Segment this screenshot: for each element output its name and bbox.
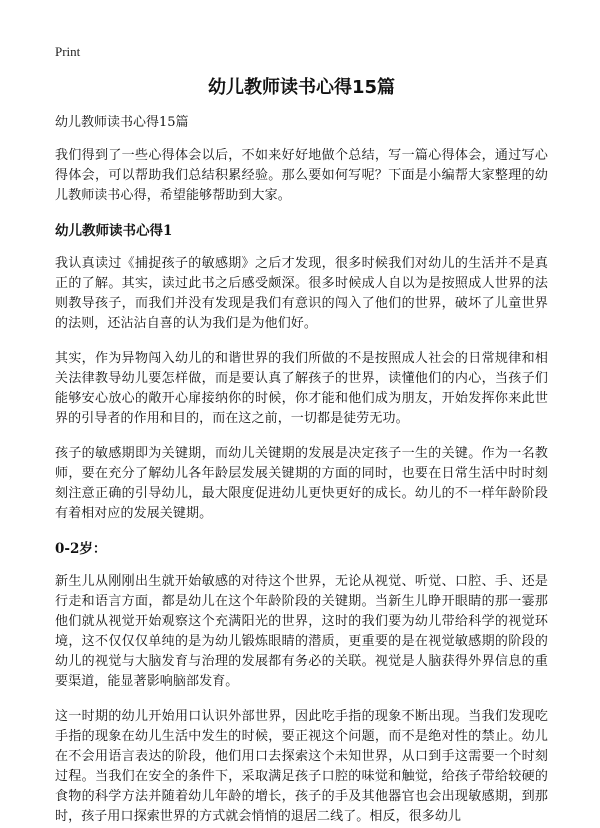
document-subtitle: 幼儿教师读书心得15篇 <box>55 115 189 130</box>
section-heading-1: 幼儿教师读书心得1 <box>55 223 173 239</box>
paragraph-2: 其实，作为异物闯入幼儿的和谐世界的我们所做的不是按照成人社会的日常规律和相关法律教导幼儿要怎样做，而是要认真了解孩子的世界，读懂他们的内心，当孩子们能够安心放心的敞开心扉接纳你的时候，你才能和他们成为朋友，开始发挥你来此世界的引导者的作用和目的，而在这之前，一切都是徒劳无功。 <box>55 351 548 426</box>
paragraph-1: 我认真读过《捕捉孩子的敏感期》之后才发现，很多时候我们对幼儿的生活并不是真正的了解。其实，读过此书之后感受颇深。很多时候成人自以为是按照成人世界的法则教导孩子，而我们并没有发现是我们有意识的闯入了他们的世界，破坏了儿童世界的法则，还沾沾自喜的认为我们是为他们好。 <box>55 256 548 331</box>
page-title: 幼儿教师读书心得15篇 <box>207 77 396 98</box>
paragraph-4: 新生儿从刚刚出生就开始敏感的对待这个世界，无论从视觉、听觉、口腔、手、还是行走和语言方面，都是幼儿在这个年龄阶段的关键期。当新生儿睁开眼睛的那一霎那他们就从视觉开始观察这个充满阳光的世界，这时的我们要为幼儿带给科学的视觉环境，这不仅仅仅单纯的是为幼儿锻炼眼睛的潜质，更重要的是在视觉敏感期的阶段的幼儿的视觉与大脑发育与治理的发展都有务必的关联。视觉是人脑获得外界信息的重要渠道，能显著影响脑部发育。 <box>55 574 548 689</box>
section-heading-2: 0-2岁： <box>55 541 107 557</box>
intro-paragraph: 我们得到了一些心得体会以后，不如来好好地做个总结，写一篇心得体会，通过写心得体会，可以帮助我们总结积累经验。那么要如何写呢？下面是小编帮大家整理的幼儿教师读书心得，希望能够帮助到大家。 <box>55 148 548 203</box>
paragraph-3: 孩子的敏感期即为关键期，而幼儿关键期的发展是决定孩子一生的关键。作为一名教师，要在充分了解幼儿各年龄层发展关键期的方面的同时，也要在日常生活中时时刻刻注意正确的引导幼儿，最大限度促进幼儿更快更好的成长。幼儿的不一样年龄阶段有着相对应的发展关键期。 <box>55 446 548 521</box>
print-label[interactable]: Print <box>55 44 81 59</box>
paragraph-5: 这一时期的幼儿开始用口认识外部世界，因此吃手指的现象不断出现。当我们发现吃手指的现象在幼儿生活中发生的时候，要正视这个问题，而不是绝对性的禁止。幼儿在不会用语言表达的阶段，他们用口去探索这个未知世界，从口到手这需要一个时刻过程。当我们在安全的条件下，采取满足孩子口腔的味觉和触觉，给孩子带给较硬的食物的科学方法并随着幼儿年龄的增长，孩子的手及其他器官也会出现敏感期，到那时，孩子用口探索世界的方式就会悄悄的退居二线了。相反，很多幼儿 <box>55 709 548 824</box>
